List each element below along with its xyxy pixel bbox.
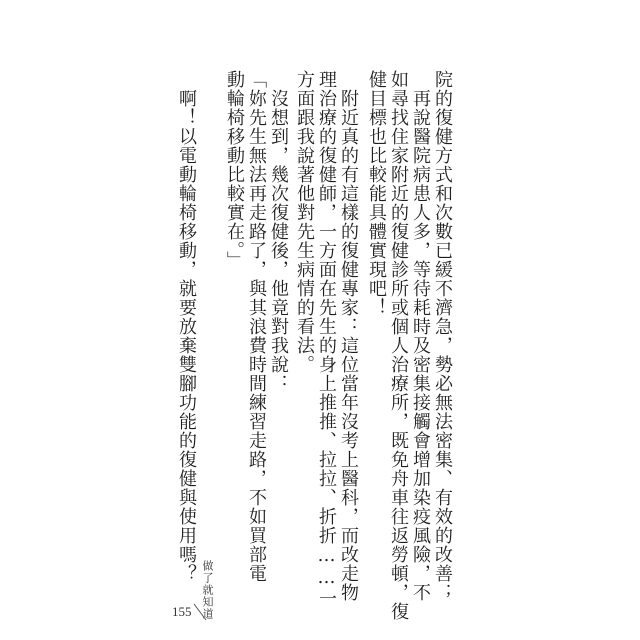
text-column-6: 理治療的復健師，一方面在先生的身上推推、拉拉、折折……一 xyxy=(316,70,337,608)
folio-slash-icon xyxy=(193,602,207,622)
text-column-7: 方面跟我說著他對先生病情的看法。 xyxy=(294,70,315,374)
text-column-1: 院的復健方式和次數已緩不濟急，勢必無法密集、有效的改善； xyxy=(432,70,453,602)
text-column-10: 動輪椅移動比較實在。」 xyxy=(224,70,245,270)
page-number: 155 xyxy=(172,604,192,619)
text-column-5: 附近真的有這樣的復健專家：這位當年沒考上醫科，而改走物 xyxy=(338,70,359,602)
text-column-12: 啊！以電動輪椅移動，就要放棄雙腳功能的復健與使用嗎？ xyxy=(176,70,197,583)
text-column-9: 「妳先生無法再走路了，與其浪費時間練習走路，不如買部電 xyxy=(246,70,267,583)
text-column-8: 沒想到，幾次復健後，他竟對我說： xyxy=(268,70,289,393)
running-head: 做了就知道 xyxy=(201,560,214,620)
text-column-3: 如尋找住家附近的復健診所或個人治療所，既免舟車往返勞頓，復 xyxy=(388,70,409,621)
text-column-4: 健目標也比較能具體實現吧！ xyxy=(366,70,387,317)
folio xyxy=(172,600,207,624)
text-column-2: 再說醫院病患人多，等待耗時及密集接觸會增加染疫風險，不 xyxy=(410,70,431,602)
